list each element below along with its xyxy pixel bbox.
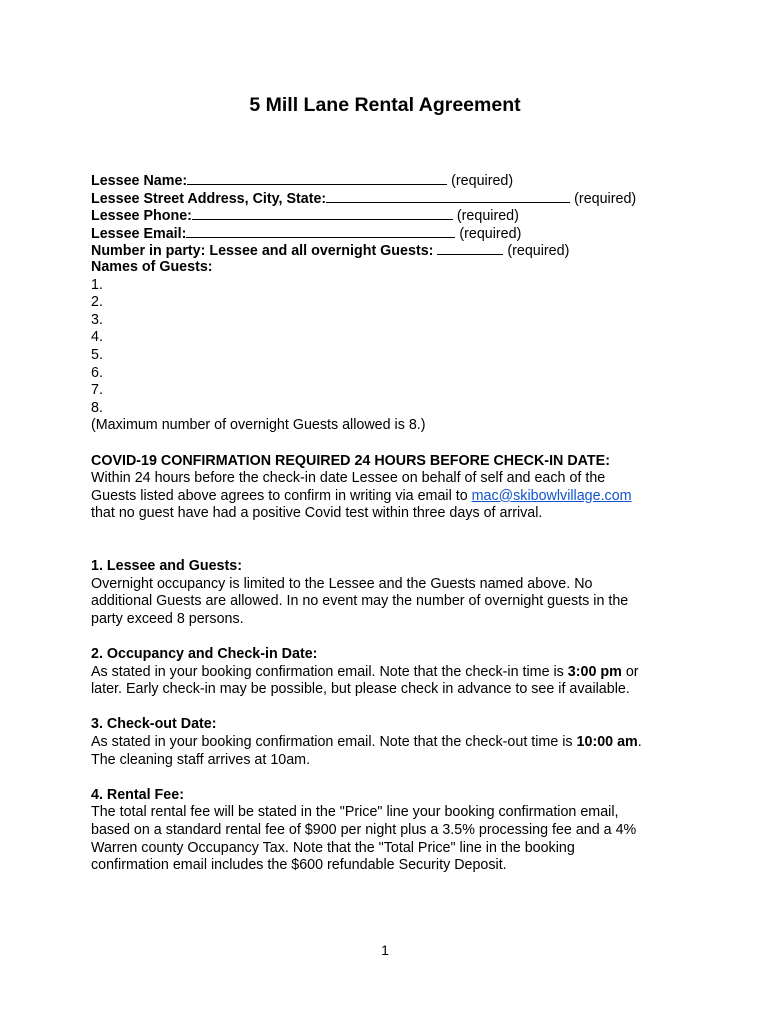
guest-item: 5.	[91, 346, 103, 363]
lessee-name-blank[interactable]	[187, 171, 447, 185]
section-4-heading: 4. Rental Fee:	[91, 786, 184, 803]
lessee-address-blank[interactable]	[326, 189, 570, 203]
field-label: Lessee Street Address, City, State:	[91, 190, 327, 207]
covid-text-line: that no guest have had a positive Covid test within three days of arrival.	[91, 505, 543, 522]
section-4-text: Warren county Occupancy Tax. Note that the "Total Price" line in the booking	[91, 839, 575, 856]
section-1-heading: 1. Lessee and Guests:	[91, 558, 242, 575]
section-3-heading: 3. Check-out Date:	[91, 716, 217, 733]
checkin-time: 3:00 pm	[567, 663, 622, 680]
lessee-email-blank[interactable]	[186, 224, 455, 238]
guest-item: 8.	[91, 399, 103, 416]
section-4-text: The total rental fee will be stated in the "Price" line your booking confirmation email,	[91, 804, 619, 821]
party-size-line	[91, 241, 691, 259]
lessee-name-line	[91, 171, 691, 189]
field-label: Lessee Phone:	[91, 208, 192, 225]
section-4-text: based on a standard rental fee of $900 per night plus a 3.5% processing fee and a 4%	[91, 821, 637, 838]
field-note: (required)	[447, 173, 514, 189]
guest-item: 4.	[91, 329, 103, 346]
field-label: Number in party: Lessee and all overnight Guests:	[91, 243, 438, 260]
section-3-text: The cleaning staff arrives at 10am.	[91, 751, 311, 768]
section-4-text: confirmation email includes the $600 refundable Security Deposit.	[91, 857, 507, 874]
covid-text: Guests listed above agrees to confirm in writing via email to	[91, 487, 472, 504]
guest-item: 6.	[91, 364, 103, 381]
lessee-email-line	[91, 224, 691, 242]
covid-text-line	[91, 488, 691, 506]
section-2-text: later. Early check-in may be possible, but please check in advance to see if available.	[91, 681, 630, 698]
document-body	[91, 171, 691, 875]
guests-heading: Names of Guests:	[91, 258, 213, 275]
max-guests-note: (Maximum number of overnight Guests allowed is 8.)	[91, 417, 426, 434]
contact-email-link[interactable]: mac@skibowlvillage.com	[471, 487, 632, 504]
covid-heading: COVID-19 CONFIRMATION REQUIRED 24 HOURS BEFORE CHECK-IN DATE:	[91, 452, 610, 469]
guest-item: 3.	[91, 311, 103, 328]
page-title: 5 Mill Lane Rental Agreement	[249, 94, 521, 116]
guest-item: 7.	[91, 382, 103, 399]
field-label: Lessee Name:	[91, 173, 188, 189]
section-3-text	[91, 734, 691, 752]
section-1-text: Overnight occupancy is limited to the Lessee and the Guests named above. No	[91, 575, 593, 592]
field-note: (required)	[455, 225, 522, 242]
field-note: (required)	[570, 190, 637, 207]
section-3-text-part: As stated in your booking confirmation email. Note that the check-out time is	[91, 734, 577, 750]
checkout-time: 10:00 am	[576, 734, 638, 750]
guest-item: 1.	[91, 276, 103, 293]
field-note: (required)	[503, 243, 570, 260]
lessee-phone-line	[91, 206, 691, 224]
section-3-text-part: .	[637, 734, 642, 750]
lessee-phone-blank[interactable]	[192, 206, 453, 220]
party-size-blank[interactable]	[437, 241, 503, 255]
guest-item: 2.	[91, 294, 103, 311]
section-2-heading: 2. Occupancy and Check-in Date:	[91, 646, 318, 663]
section-2-text-part: As stated in your booking confirmation email. Note that the check-in time is	[91, 663, 568, 680]
section-2-text-part: or	[621, 663, 639, 680]
section-1-text: party exceed 8 persons.	[91, 610, 244, 627]
section-2-text	[91, 664, 691, 682]
field-label: Lessee Email:	[91, 225, 187, 242]
covid-text-line: Within 24 hours before the check-in date Lessee on behalf of self and each of the	[91, 470, 606, 487]
page-number: 1	[381, 942, 389, 958]
field-note: (required)	[452, 208, 519, 225]
lessee-address-line	[91, 189, 691, 207]
section-1-text: additional Guests are allowed. In no event may the number of overnight guests in the	[91, 593, 629, 610]
